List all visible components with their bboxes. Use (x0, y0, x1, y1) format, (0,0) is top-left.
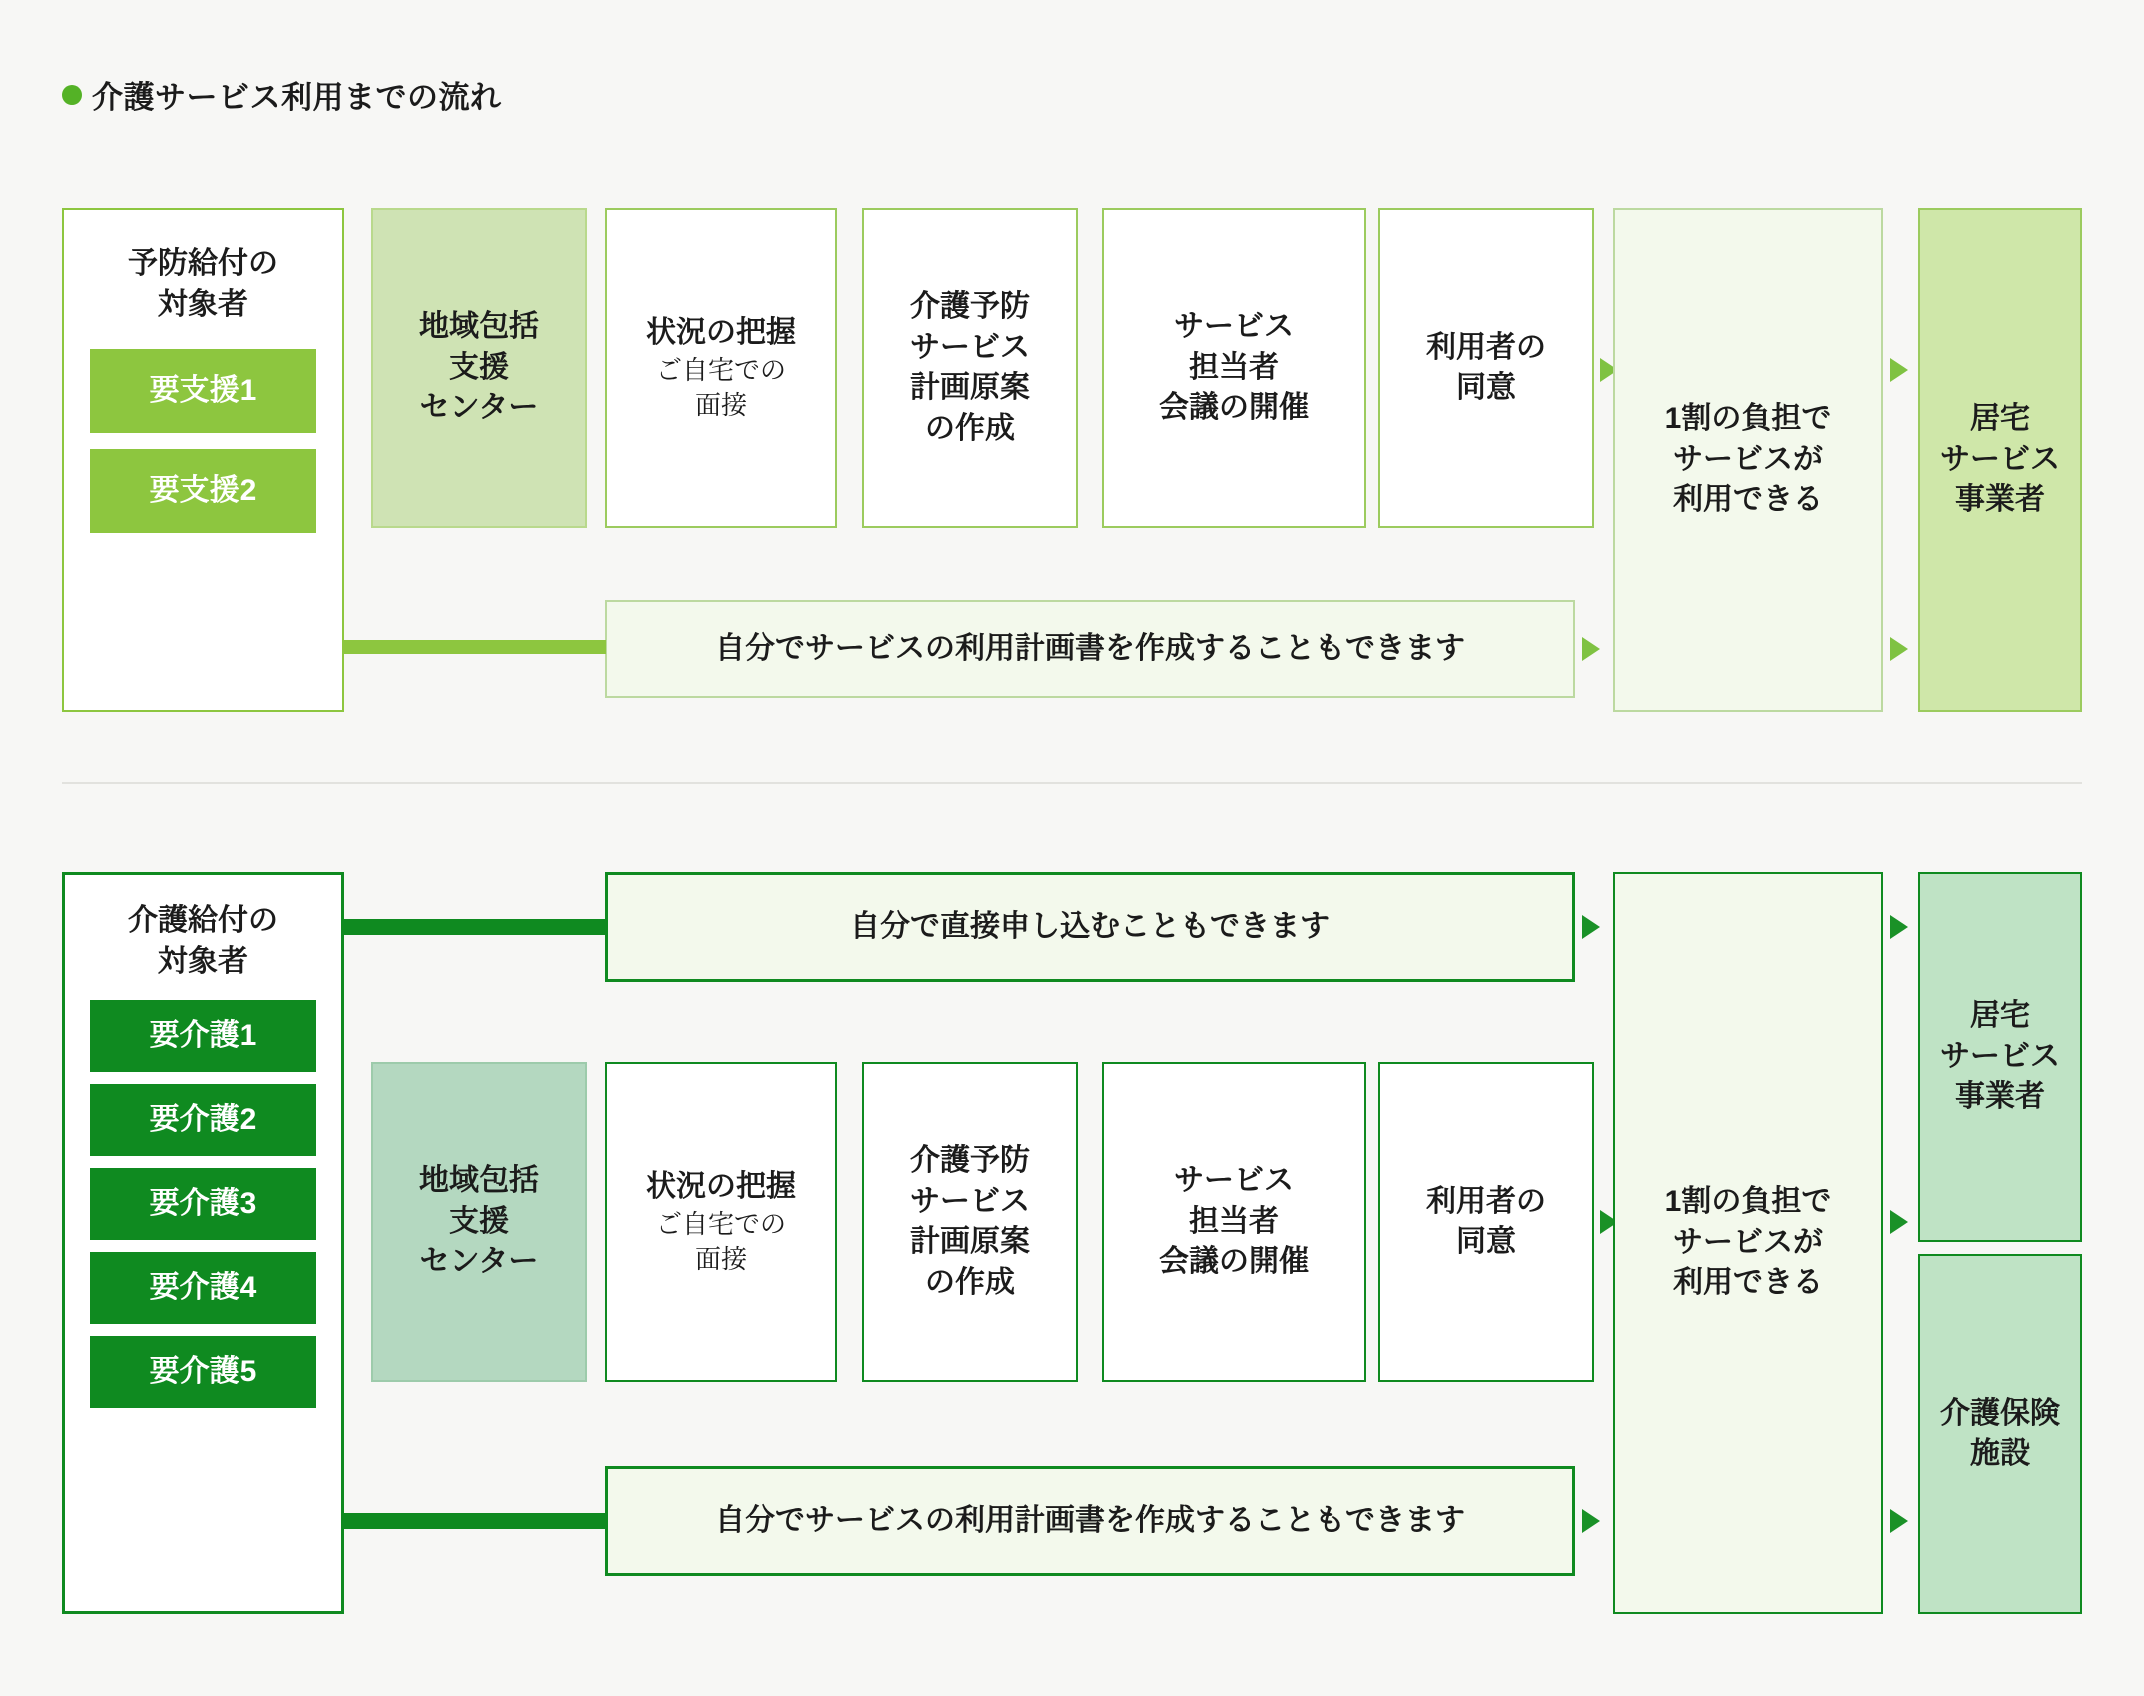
prevention-step-4 (1378, 208, 1594, 528)
prevention-step-1-line-1: 状況の把握 (646, 315, 796, 349)
care-level-2 (90, 1084, 316, 1156)
care-step-1 (605, 1062, 837, 1382)
prevention-step-4-line-1: 利用者の (1426, 330, 1546, 364)
prevention-step-4-line-2: 同意 (1456, 371, 1516, 404)
care-level-3-label: 要介護3 (149, 1186, 257, 1220)
care-step-4 (1378, 1062, 1594, 1382)
prevention-step-2-line-3: 計画原案 (910, 371, 1030, 404)
prevention-step-3 (1102, 208, 1366, 528)
care-step-3-line-3: 会議の開催 (1159, 1245, 1309, 1279)
care-step-4-line-1: 利用者の (1426, 1184, 1546, 1218)
prevention-provider-line-3: 事業者 (1955, 483, 2045, 517)
prevention-step-3-line-3: 会議の開催 (1159, 391, 1309, 425)
care-arrow-direct-to-result (1582, 915, 1600, 939)
care-provider-2-line-1: 介護保険 (1940, 1396, 2060, 1430)
prevention-target-label-1: 予防給付の (128, 247, 278, 280)
prevention-self-plan-note (605, 600, 1575, 698)
prevention-note-connector (344, 640, 606, 654)
care-provider-1-line-3: 事業者 (1955, 1080, 2045, 1114)
care-center-line-2: 支援 (449, 1204, 509, 1238)
care-center-line-3: センター (419, 1245, 539, 1279)
care-target-box (62, 872, 344, 1614)
care-self-plan-connector (344, 1513, 606, 1529)
care-level-5 (90, 1336, 316, 1408)
care-step-2-line-4: の作成 (925, 1265, 1015, 1299)
prevention-step-2 (862, 208, 1078, 528)
prevention-step-1-sub-1: ご自宅での (655, 355, 786, 386)
care-target-label-2: 対象者 (158, 944, 248, 978)
prevention-arrow-result-to-provider-2 (1890, 637, 1908, 661)
care-level-3 (90, 1168, 316, 1240)
care-step-2-line-3: 計画原案 (910, 1225, 1030, 1258)
care-result-line-3: 利用できる (1673, 1266, 1823, 1300)
prevention-center-line-2: 支援 (449, 350, 509, 384)
prevention-target-label-2: 対象者 (158, 287, 248, 321)
care-level-4-label: 要介護4 (149, 1270, 257, 1304)
care-support-center-box (371, 1062, 587, 1382)
prevention-step-2-line-1: 介護予防 (910, 290, 1030, 323)
prevention-step-1-sub-2: 面接 (694, 390, 747, 421)
prevention-arrow-note-to-result (1582, 637, 1600, 661)
prevention-provider-line-2: サービス (1940, 442, 2060, 476)
care-step-1-line-1: 状況の把握 (646, 1169, 796, 1203)
care-arrow-result-to-provider-2 (1890, 1210, 1908, 1234)
prevention-step-3-line-1: サービス (1174, 310, 1294, 344)
care-step-3-line-1: サービス (1174, 1164, 1294, 1198)
prevention-provider-box (1918, 208, 2082, 712)
care-direct-apply-note-text: 自分で直接申し込むこともできます (850, 909, 1330, 943)
prevention-provider-line-1: 居宅 (1970, 402, 2030, 436)
care-step-2-line-2: サービス (910, 1184, 1030, 1218)
care-step-1-sub-1: ご自宅での (655, 1209, 786, 1240)
care-level-2-label: 要介護2 (149, 1102, 257, 1136)
care-self-plan-note-text: 自分でサービスの利用計画書を作成することもできます (715, 1503, 1465, 1537)
prevention-center-line-3: センター (419, 391, 539, 425)
care-result-box (1613, 872, 1883, 1614)
care-result-line-2: サービスが (1673, 1225, 1823, 1259)
prevention-result-box (1613, 208, 1883, 712)
prevention-level-1 (90, 349, 316, 433)
prevention-level-2-label: 要支援2 (149, 473, 257, 507)
care-provider-1-line-1: 居宅 (1970, 999, 2030, 1033)
page-title-text: 介護サービス利用までの流れ (92, 80, 502, 115)
prevention-level-1-label: 要支援1 (149, 373, 257, 407)
care-level-1-label: 要介護1 (149, 1018, 257, 1052)
prevention-step-3-line-2: 担当者 (1189, 350, 1279, 384)
care-level-1 (90, 1000, 316, 1072)
care-direct-apply-connector (344, 919, 606, 935)
care-level-4 (90, 1252, 316, 1324)
prevention-result-line-1: 1割の負担で (1664, 402, 1832, 436)
care-provider-2-line-2: 施設 (1970, 1437, 2030, 1470)
prevention-result-line-3: 利用できる (1673, 483, 1823, 517)
care-center-line-1: 地域包括 (419, 1164, 539, 1198)
care-arrow-result-to-provider-3 (1890, 1509, 1908, 1533)
care-target-label-1: 介護給付の (128, 904, 278, 937)
care-step-2 (862, 1062, 1078, 1382)
prevention-arrow-result-to-provider (1890, 358, 1908, 382)
care-arrow-result-to-provider-1 (1890, 915, 1908, 939)
prevention-center-line-1: 地域包括 (419, 310, 539, 344)
care-direct-apply-note (605, 872, 1575, 982)
prevention-step-1 (605, 208, 837, 528)
prevention-step-2-line-4: の作成 (925, 411, 1015, 445)
care-step-3-line-2: 担当者 (1189, 1204, 1279, 1238)
care-step-3 (1102, 1062, 1366, 1382)
care-result-line-1: 1割の負担で (1664, 1185, 1832, 1219)
care-step-1-sub-2: 面接 (694, 1244, 747, 1275)
page-title (62, 72, 502, 117)
care-step-4-line-2: 同意 (1456, 1225, 1516, 1258)
care-self-plan-note (605, 1466, 1575, 1576)
section-divider (62, 782, 2082, 784)
care-provider-box-2 (1918, 1254, 2082, 1614)
care-provider-1-line-2: サービス (1940, 1039, 2060, 1073)
prevention-support-center-box (371, 208, 587, 528)
prevention-self-plan-note-text: 自分でサービスの利用計画書を作成することもできます (715, 631, 1465, 665)
care-step-2-line-1: 介護予防 (910, 1144, 1030, 1177)
prevention-step-2-line-2: サービス (910, 330, 1030, 364)
bullet-icon (62, 85, 82, 105)
care-provider-box-1 (1918, 872, 2082, 1242)
care-arrow-note-to-result (1582, 1509, 1600, 1533)
prevention-level-2 (90, 449, 316, 533)
prevention-result-line-2: サービスが (1673, 442, 1823, 476)
prevention-target-box (62, 208, 344, 712)
care-level-5-label: 要介護5 (149, 1354, 257, 1388)
